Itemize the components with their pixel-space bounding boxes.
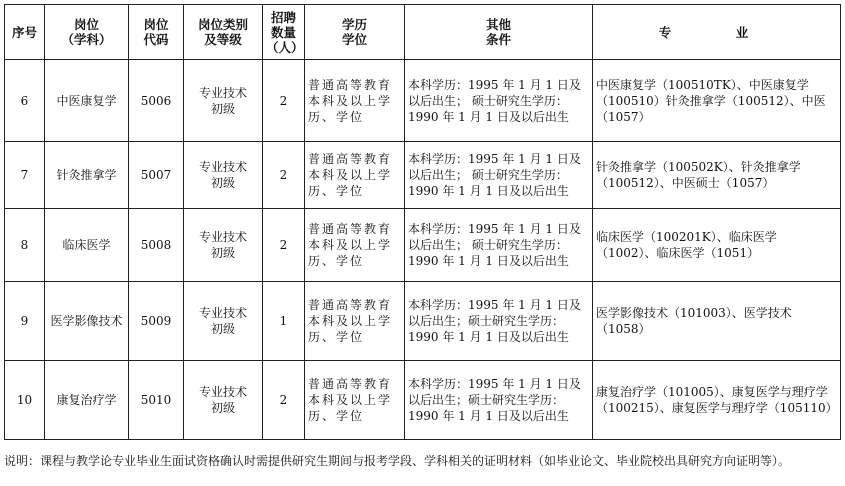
header-row xyxy=(5,5,841,60)
table-row xyxy=(5,282,841,361)
cell-other: 本科学历：1995 年 1 月 1 日及以后出生； 硕士研究生学历：1990 年 1 月 1 日及以后出生 xyxy=(405,142,593,209)
recruitment-table xyxy=(4,4,841,440)
cell-seq: 9 xyxy=(5,282,45,361)
header-seq: 序号 xyxy=(5,5,45,60)
cell-seq: 10 xyxy=(5,361,45,440)
cell-major: 临床医学（100201K）、临床医学（1002）、临床医学（1051） xyxy=(593,209,841,282)
header-code: 岗位 代码 xyxy=(129,5,184,60)
cell-position: 中医康复学 xyxy=(45,60,129,142)
cell-other: 本科学历：1995 年 1 月 1 日及以后出生； 硕士研究生学历：1990 年 1 月 1 日及以后出生 xyxy=(405,209,593,282)
header-category: 岗位类别 及等级 xyxy=(184,5,263,60)
header-count: 招聘 数量 （人） xyxy=(263,5,305,60)
cell-position: 医学影像技术 xyxy=(45,282,129,361)
table-row xyxy=(5,142,841,209)
cell-education: 普通高等教育本科及以上学历、学位 xyxy=(305,282,405,361)
cell-seq: 7 xyxy=(5,142,45,209)
table-row xyxy=(5,361,841,440)
cell-education: 普通高等教育本科及以上学历、学位 xyxy=(305,60,405,142)
cell-category: 专业技术 初级 xyxy=(184,142,263,209)
cell-position: 针灸推拿学 xyxy=(45,142,129,209)
cell-code: 5006 xyxy=(129,60,184,142)
header-education: 学历 学位 xyxy=(305,5,405,60)
cell-major: 医学影像技术（101003）、医学技术（1058） xyxy=(593,282,841,361)
table-row xyxy=(5,60,841,142)
cell-major: 针灸推拿学（100502K）、针灸推拿学（100512）、中医硕士（1057） xyxy=(593,142,841,209)
cell-count: 2 xyxy=(263,60,305,142)
cell-code: 5009 xyxy=(129,282,184,361)
cell-education: 普通高等教育本科及以上学历、学位 xyxy=(305,361,405,440)
cell-code: 5007 xyxy=(129,142,184,209)
cell-count: 2 xyxy=(263,361,305,440)
cell-position: 康复治疗学 xyxy=(45,361,129,440)
cell-other: 本科学历：1995 年 1 月 1 日及以后出生；硕士研究生学历：1990 年 1 月 1 日及以后出生 xyxy=(405,361,593,440)
cell-count: 2 xyxy=(263,209,305,282)
cell-seq: 6 xyxy=(5,60,45,142)
cell-education: 普通高等教育本科及以上学历、学位 xyxy=(305,142,405,209)
header-major: 专 业 xyxy=(593,5,841,60)
cell-category: 专业技术 初级 xyxy=(184,60,263,142)
cell-education: 普通高等教育本科及以上学历、学位 xyxy=(305,209,405,282)
cell-position: 临床医学 xyxy=(45,209,129,282)
cell-category: 专业技术 初级 xyxy=(184,361,263,440)
cell-major: 康复治疗学（101005）、康复医学与理疗学（100215）、康复医学与理疗学（105110） xyxy=(593,361,841,440)
cell-category: 专业技术 初级 xyxy=(184,282,263,361)
cell-count: 1 xyxy=(263,282,305,361)
cell-seq: 8 xyxy=(5,209,45,282)
cell-category: 专业技术 初级 xyxy=(184,209,263,282)
cell-count: 2 xyxy=(263,142,305,209)
header-position: 岗位 （学科） xyxy=(45,5,129,60)
cell-code: 5010 xyxy=(129,361,184,440)
cell-other: 本科学历：1995 年 1 月 1 日及以后出生； 硕士研究生学历：1990 年 1 月 1 日及以后出生 xyxy=(405,60,593,142)
cell-major: 中医康复学（100510TK）、中医康复学（100510）针灸推拿学（100512）、中医（1057） xyxy=(593,60,841,142)
footnote: 说明：课程与教学论专业毕业生面试资格确认时需提供研究生期间与报考学段、学科相关的证明材料（如毕业论文、毕业院校出具研究方向证明等）。 xyxy=(4,454,791,468)
header-other: 其他 条件 xyxy=(405,5,593,60)
table-row xyxy=(5,209,841,282)
cell-code: 5008 xyxy=(129,209,184,282)
cell-other: 本科学历：1995 年 1 月 1 日及以后出生；硕士研究生学历：1990 年 1 月 1 日及以后出生 xyxy=(405,282,593,361)
